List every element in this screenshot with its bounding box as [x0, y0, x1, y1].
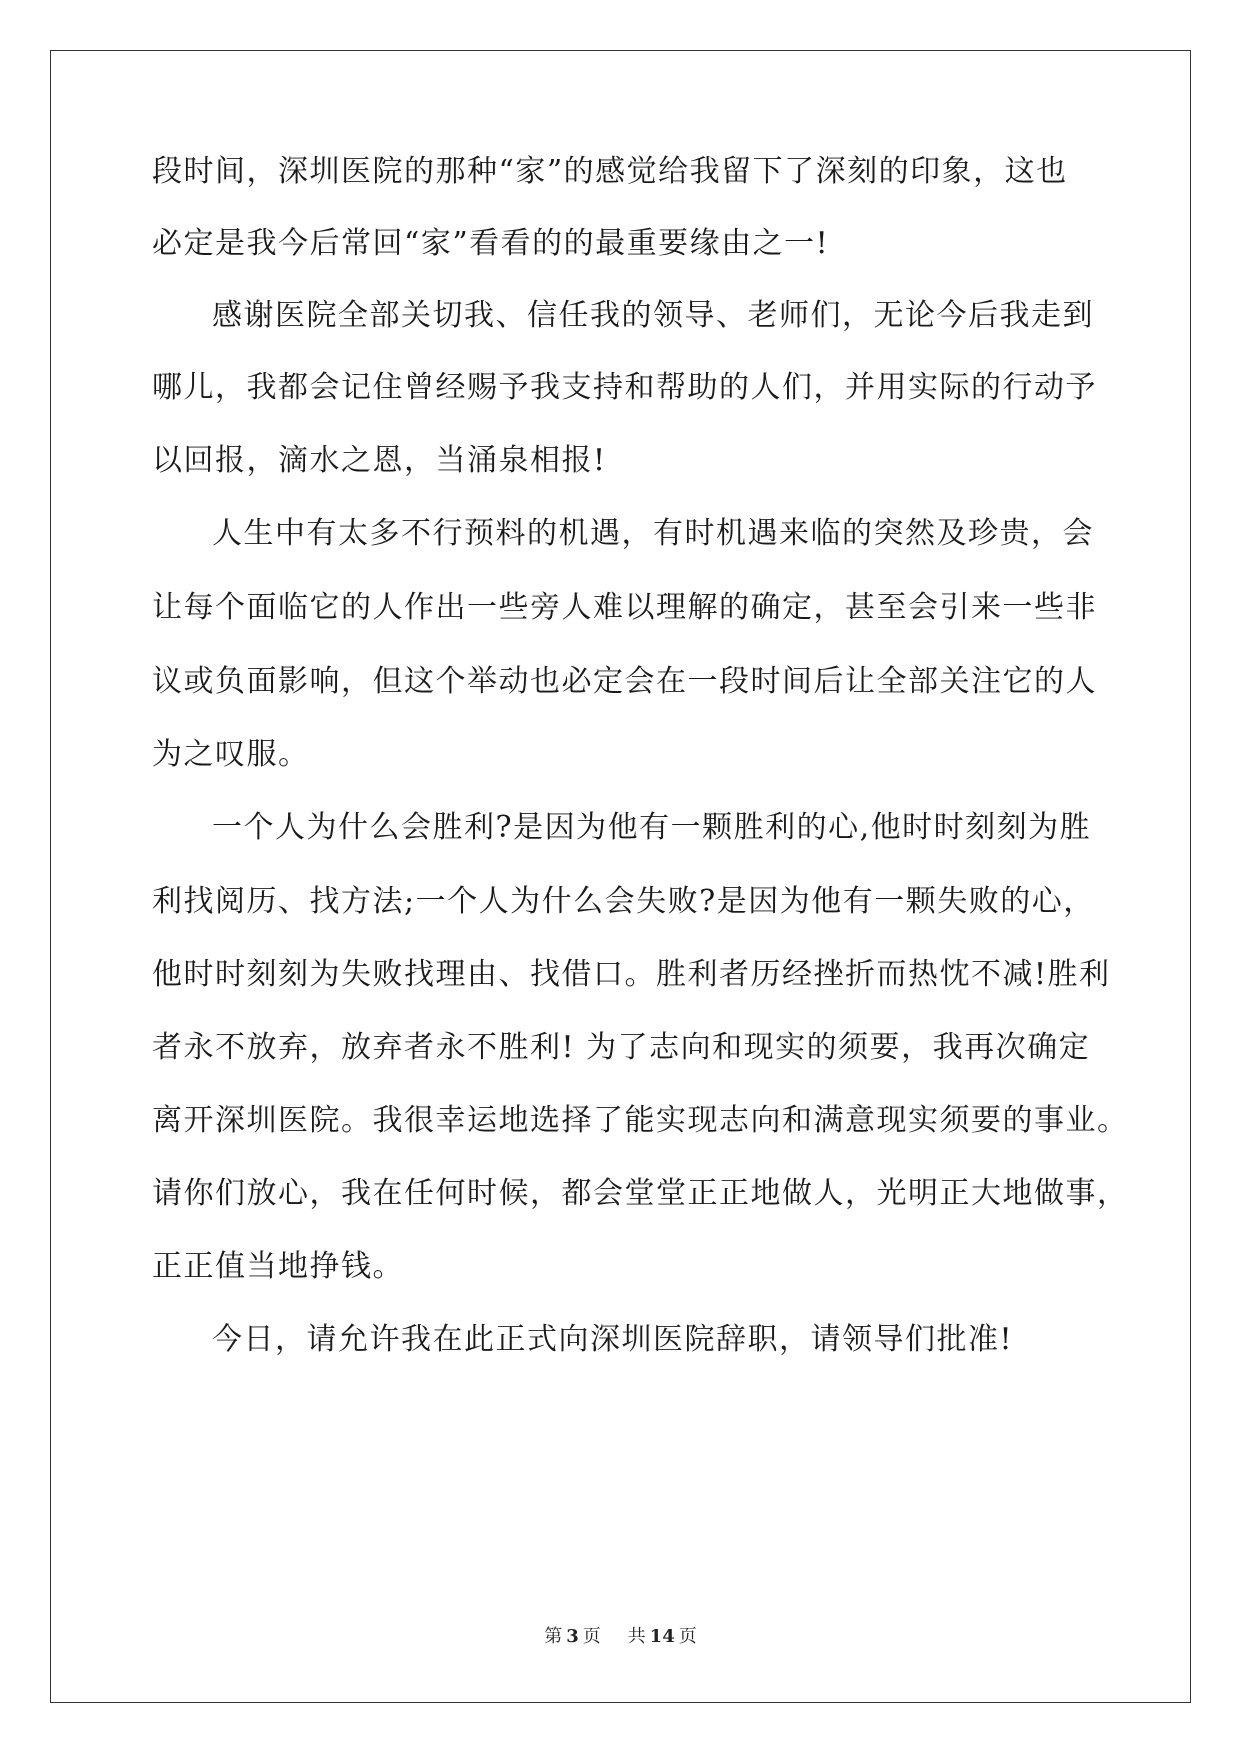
- body-line: 者永不放弃，放弃者永不胜利! 为了志向和现实的须要，我再次确定: [152, 1030, 1091, 1065]
- body-line: 正正值当地挣钱。: [152, 1249, 404, 1284]
- page-prefix: 第: [544, 1626, 563, 1647]
- total-pages: 14: [649, 1626, 675, 1647]
- body-line: 为之叹服。: [152, 737, 310, 772]
- body-line: 感谢医院全部关切我、信任我的领导、老师们，无论今后我走到: [212, 298, 1094, 333]
- page-suffix: 页: [582, 1626, 601, 1647]
- body-line: 让每个面临它的人作出一些旁人难以理解的确定，甚至会引来一些非: [152, 590, 1097, 625]
- page-number: 3: [566, 1626, 579, 1647]
- body-line: 人生中有太多不行预料的机遇，有时机遇来临的突然及珍贵，会: [212, 516, 1094, 551]
- total-prefix: 共: [627, 1626, 646, 1647]
- total-suffix: 页: [678, 1626, 697, 1647]
- body-line: 议或负面影响，但这个举动也必定会在一段时间后让全部关注它的人: [152, 664, 1097, 699]
- body-line: 离开深圳医院。我很幸运地选择了能实现志向和满意现实须要的事业。: [152, 1103, 1129, 1138]
- body-line: 哪儿，我都会记住曾经赐予我支持和帮助的人们，并用实际的行动予: [152, 370, 1097, 405]
- body-line: 他时时刻刻为失败找理由、找借口。胜利者历经挫折而热忱不减!胜利: [152, 957, 1111, 992]
- body-line: 请你们放心，我在任何时候，都会堂堂正正地做人，光明正大地做事，: [152, 1176, 1129, 1211]
- page-footer: [0, 1625, 1241, 1649]
- body-line: 一个人为什么会胜利?是因为他有一颗胜利的心,他时时刻刻为胜: [212, 810, 1092, 845]
- body-line: 以回报，滴水之恩，当涌泉相报!: [152, 443, 607, 478]
- body-line: 利找阅历、找方法;一个人为什么会失败?是因为他有一颗失败的心，: [152, 884, 1095, 919]
- body-line: 段时间，深圳医院的那种“家”的感觉给我留下了深刻的印象，这也: [152, 154, 1068, 189]
- body-line: 必定是我今后常回“家”看看的的最重要缘由之一!: [152, 226, 830, 261]
- body-line: 今日，请允许我在此正式向深圳医院辞职，请领导们批准!: [212, 1322, 1014, 1357]
